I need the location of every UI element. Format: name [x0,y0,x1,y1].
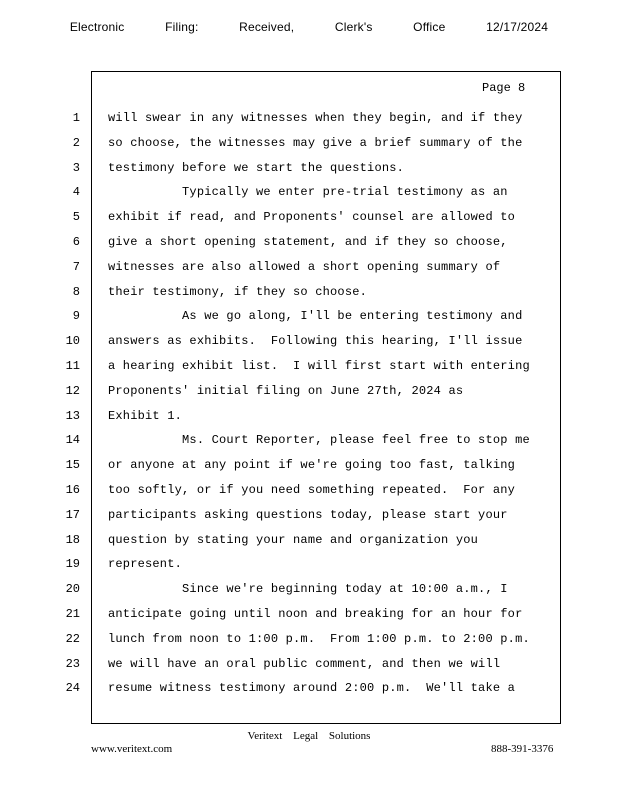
line-number: 5 [72,210,80,224]
transcript-line: Exhibit 1. [108,409,183,423]
footer-company: Veritext Legal Solutions [247,730,371,742]
line-number: 8 [72,285,80,299]
transcript-line: a hearing exhibit list. I will first start with entering [108,359,530,373]
line-number: 7 [72,260,80,274]
transcript-line: witnesses are also allowed a short opening summary of [108,260,501,274]
line-number: 18 [65,533,80,547]
transcript-line: question by stating your name and organization you [108,533,479,547]
line-number: 4 [72,185,80,199]
line-number: 13 [65,409,80,423]
transcript-line: Since we're beginning today at 10:00 a.m., I [108,582,508,596]
transcript-line: Typically we enter pre-trial testimony as an [108,185,508,199]
transcript-line: we will have an oral public comment, and then we will [108,657,501,671]
transcript-line: resume witness testimony around 2:00 p.m. We'll take a [108,681,516,695]
transcript-line: so choose, the witnesses may give a brief summary of the [108,136,523,150]
line-number: 2 [72,136,80,150]
footer-website: www.veritext.com [91,743,173,755]
transcript-line: give a short opening statement, and if they so choose, [108,235,508,249]
transcript-line: too softly, or if you need something repeated. For any [108,483,516,497]
transcript-line: or anyone at any point if we're going too fast, talking [108,458,516,472]
line-number: 3 [72,161,80,175]
line-number: 21 [65,607,80,621]
transcript-line: lunch from noon to 1:00 p.m. From 1:00 p.m. to 2:00 p.m. [108,632,530,646]
line-number: 23 [65,657,80,671]
line-number: 20 [65,582,80,596]
page-number: Page 8 [482,81,526,95]
transcript-line: testimony before we start the questions. [108,161,405,175]
line-number: 11 [65,359,80,373]
transcript-line: participants asking questions today, please start your [108,508,508,522]
transcript-line: represent. [108,557,183,571]
transcript-line: Ms. Court Reporter, please feel free to stop me [108,433,530,447]
transcript-line: exhibit if read, and Proponents' counsel are allowed to [108,210,516,224]
filing-stamp: Electronic Filing: Received, Clerk's Office 12/17/2024 [69,20,549,34]
line-number: 14 [65,433,80,447]
line-number: 17 [65,508,80,522]
transcript-line: answers as exhibits. Following this hearing, I'll issue [108,334,523,348]
line-number: 19 [65,557,80,571]
line-number: 1 [72,111,80,125]
transcript-line: anticipate going until noon and breaking for an hour for [108,607,523,621]
line-number: 10 [65,334,80,348]
line-number: 12 [65,384,80,398]
line-number: 6 [72,235,80,249]
transcript-line: As we go along, I'll be entering testimony and [108,309,523,323]
line-number: 9 [72,309,80,323]
transcript-line: will swear in any witnesses when they begin, and if they [108,111,523,125]
line-number: 15 [65,458,80,472]
line-number: 22 [65,632,80,646]
transcript-line: Proponents' initial filing on June 27th, 2024 as [108,384,464,398]
line-number: 24 [65,681,80,695]
line-number: 16 [65,483,80,497]
footer-phone: 888-391-3376 [491,743,554,755]
transcript-line: their testimony, if they so choose. [108,285,368,299]
